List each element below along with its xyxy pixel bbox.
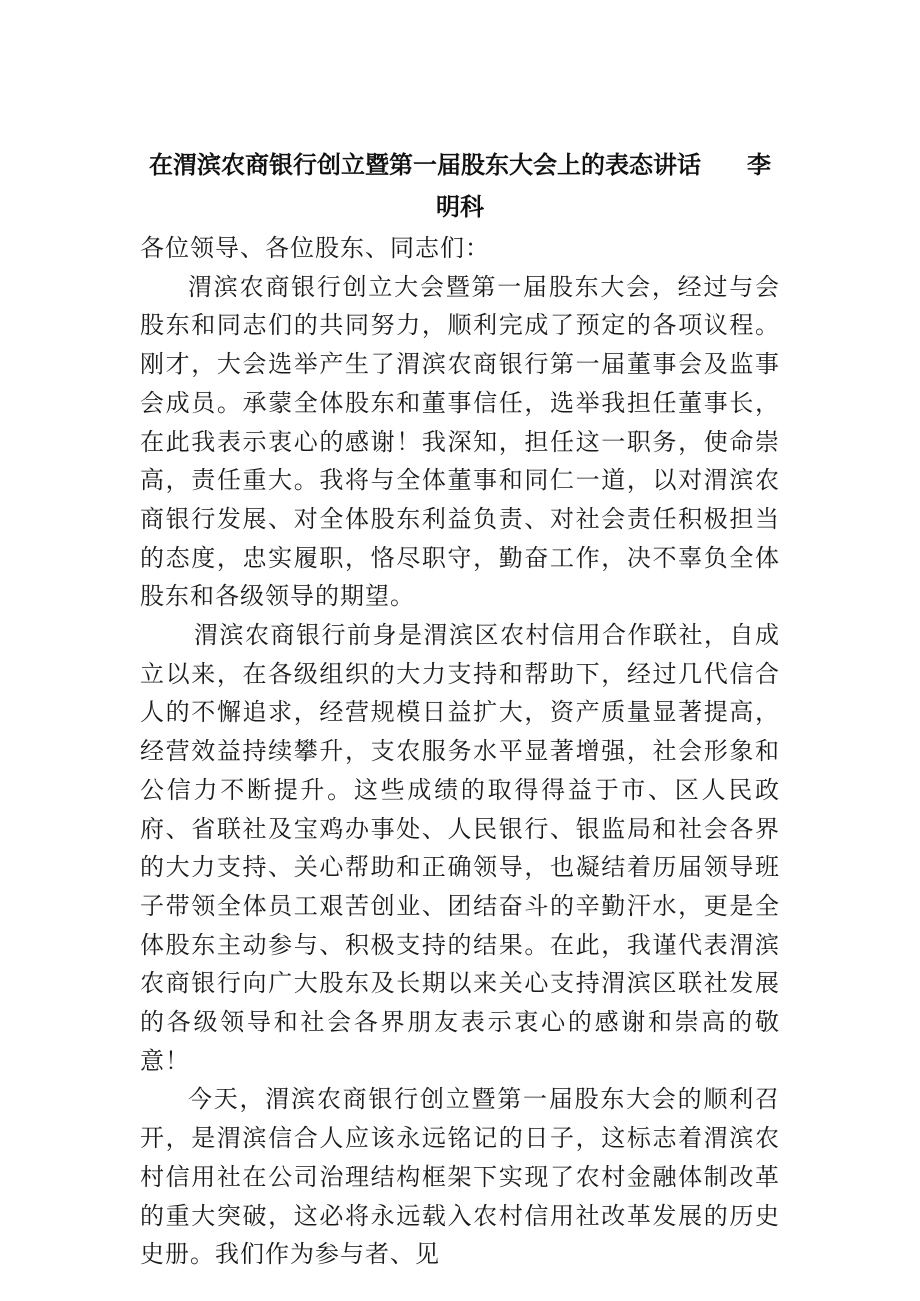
speech-body <box>140 229 780 1274</box>
document-title <box>140 145 780 180</box>
author-name <box>140 187 780 222</box>
author-given-name: 明科 <box>436 193 484 221</box>
paragraph-2: 渭滨农商银行前身是渭滨区农村信用合作联社，自成立以来，在各级组织的大力支持和帮助下，经过几代信合人的不懈追求，经营规模日益扩大，资产质量显著提高，经营效益持续攀升，支农服务水平显著增强，社会形象和公信力不断提升。这些成绩的取得得益于市、区人民政府、省联社及宝鸡办事处、人民银行、银监局和社会各界的大力支持、关心帮助和正确领导，也凝结着历届领导班子带领全体员工艰苦创业、团结奋斗的辛勤汗水，更是全体股东主动参与、积极支持的结果。在此，我谨代表渭滨农商银行向广大股东及长期以来关心支持渭滨区联社发展的各级领导和社会各界朋友表示衷心的感谢和崇高的敬意！ <box>140 621 780 1075</box>
title-text: 在渭滨农商银行创立暨第一届股东大会上的表态讲话 <box>149 151 701 179</box>
paragraph-3: 今天，渭滨农商银行创立暨第一届股东大会的顺利召开，是渭滨信合人应该永远铭记的日子，这标志着渭滨农村信用社在公司治理结构框架下实现了农村金融体制改革的重大突破，这必将永远载入农村信用社改革发展的历史史册。我们作为参与者、见 <box>140 1085 780 1269</box>
paragraph-1: 渭滨农商银行创立大会暨第一届股东大会，经过与会股东和同志们的共同努力，顺利完成了预定的各项议程。刚才，大会选举产生了渭滨农商银行第一届董事会及监事会成员。承蒙全体股东和董事信任，选举我担任董事长，在此我表示衷心的感谢！我深知，担任这一职务，使命崇高，责任重大。我将与全体董事和同仁一道，以对渭滨农商银行发展、对全体股东利益负责、对社会责任积极担当的态度，忠实履职，恪尽职守，勤奋工作，决不辜负全体股东和各级领导的期望。 <box>140 272 780 611</box>
salutation: 各位领导、各位股东、同志们： <box>140 234 490 262</box>
author-surname: 李 <box>747 151 771 179</box>
